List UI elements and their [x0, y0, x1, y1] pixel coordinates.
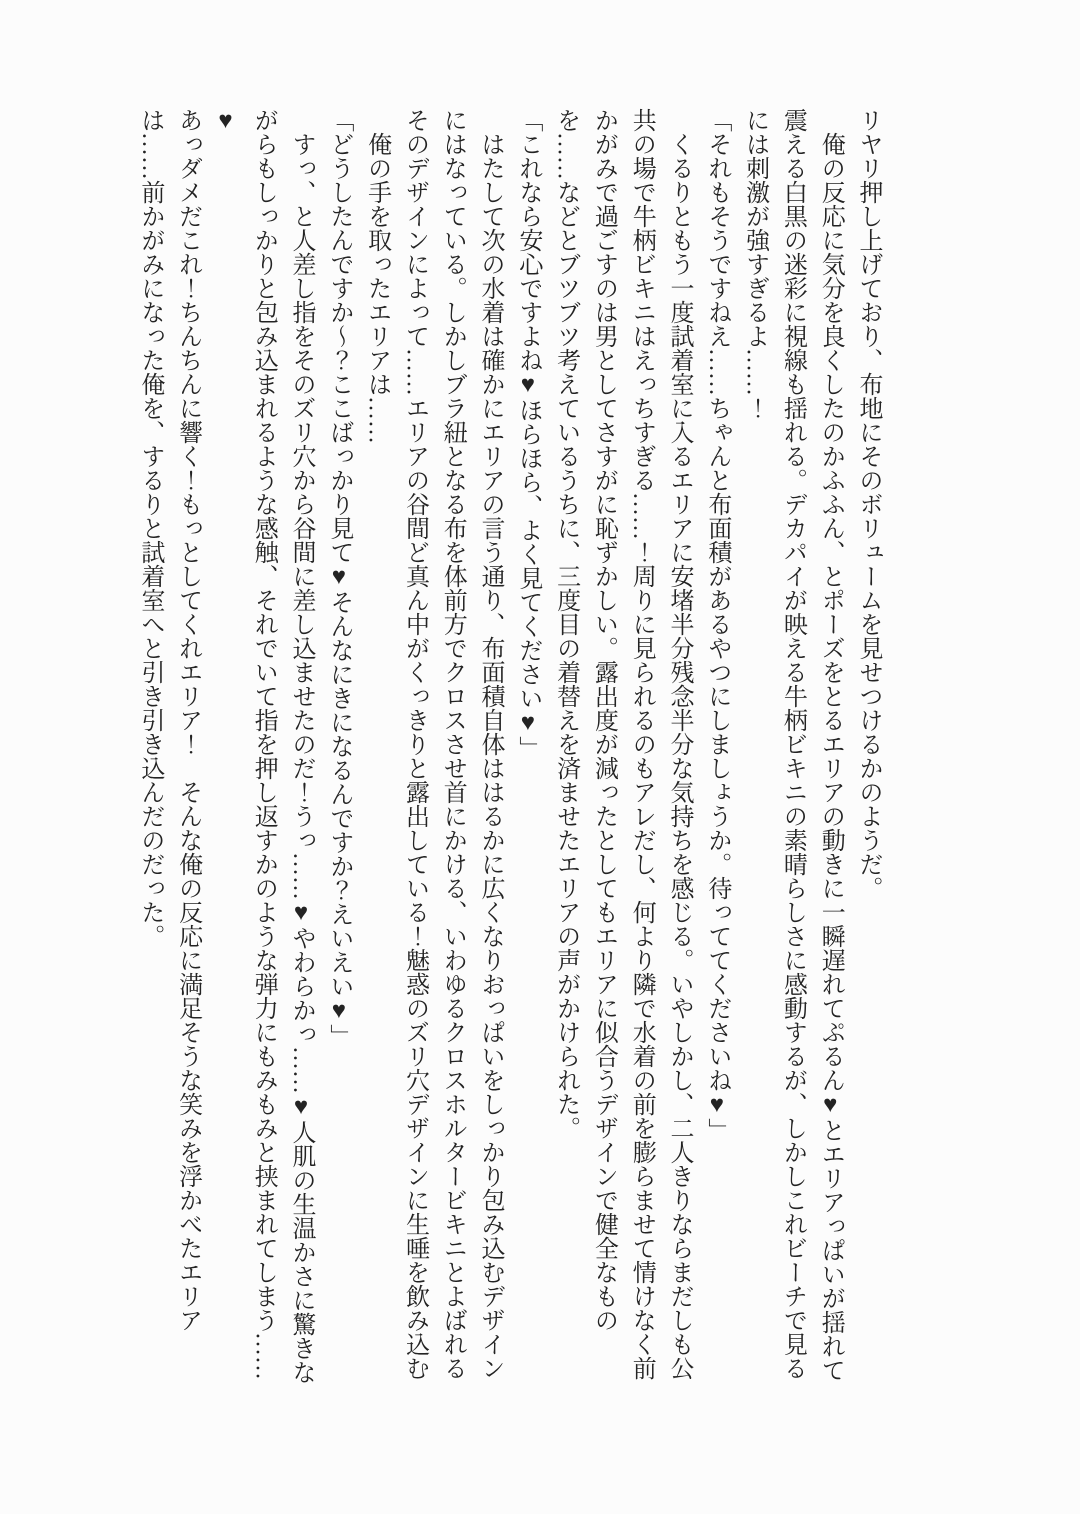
paragraph-10: あっダメだこれ！ちんちんに響く！もっとしてくれエリア！ そんな俺の反応に満足そうな笑みを浮かべたエリアは……前かがみになった俺を、するりと試着室へと引き引き込んだのだった。 — [136, 108, 201, 1332]
vertical-text-block — [130, 108, 886, 1388]
paragraph-6: はたして次の水着は確かにエリアの言う通り、布面積自体ははるかに広くなりおっぱいをしっかり包み込むデザインにはなっている。しかしブラ紐となる布を体前方でクロスさせ首にかける、いわゆるクロスホルタービキニとよばれるそのデザインによって……エリアの谷間ど真ん中がくっきりと露出している！魅惑のズリ穴デザインに生唾を飲み込む — [401, 108, 504, 1380]
paragraph-7: 俺の手を取ったエリアは…… — [363, 108, 390, 444]
paragraph-3-dialogue: 「それもそうですねえ……ちゃんと布面積があるやつにしましょうか。待っててくださいね♥」 — [703, 108, 730, 1142]
paragraph-9: すっ、と人差し指をそのズリ穴から谷間に差し込ませたのだ！うっ……♥やわらかっ……♥人肌の生温かさに驚きながらもしっかりと包み込まれるような感触、それでいて指を押し返すかのような弾力にもみもみと挟まれてしまう……♥ — [212, 108, 315, 1384]
paragraph-8-dialogue: 「どうしたんですか～？ここばっかり見て♥そんなにきになるんですか？えいえい♥」 — [325, 108, 352, 1048]
paragraph-4: くるりともう一度試着室に入るエリアに安堵半分残念半分な気持ちを感じる。いやしかし、二人きりならまだしも公共の場で牛柄ビキニはえっちすぎる……！周りに見られるのもアレだし、何より隣で水着の前を膨らませて情けなく前かがみで過ごすのは男としてさすがに恥ずかしい。露出度が減ったとしてもエリアに似合うデザインで健全なものを……などとブツブツ考えているうちに、三度目の着替えを済ませたエリアの声がかけられた。 — [552, 108, 693, 1380]
paragraph-5-dialogue: 「これなら安心ですよね♥ほらほら、よく見てください♥」 — [514, 108, 541, 760]
paragraph-1: リヤリ押し上げており、布地にそのボリュームを見せつけるかのようだ。 — [855, 108, 881, 900]
paragraph-2: 俺の反応に気分を良くしたのかふふん、とポーズをとるエリアの動きに一瞬遅れてぷるん♥とエリアっぱいが揺れて震える白黒の迷彩に視線も揺れる。デカパイが映える牛柄ビキニの素晴らしさに感動するが、しかしこれビーチで見るには刺激が強すぎるよ……！ — [741, 108, 844, 1382]
